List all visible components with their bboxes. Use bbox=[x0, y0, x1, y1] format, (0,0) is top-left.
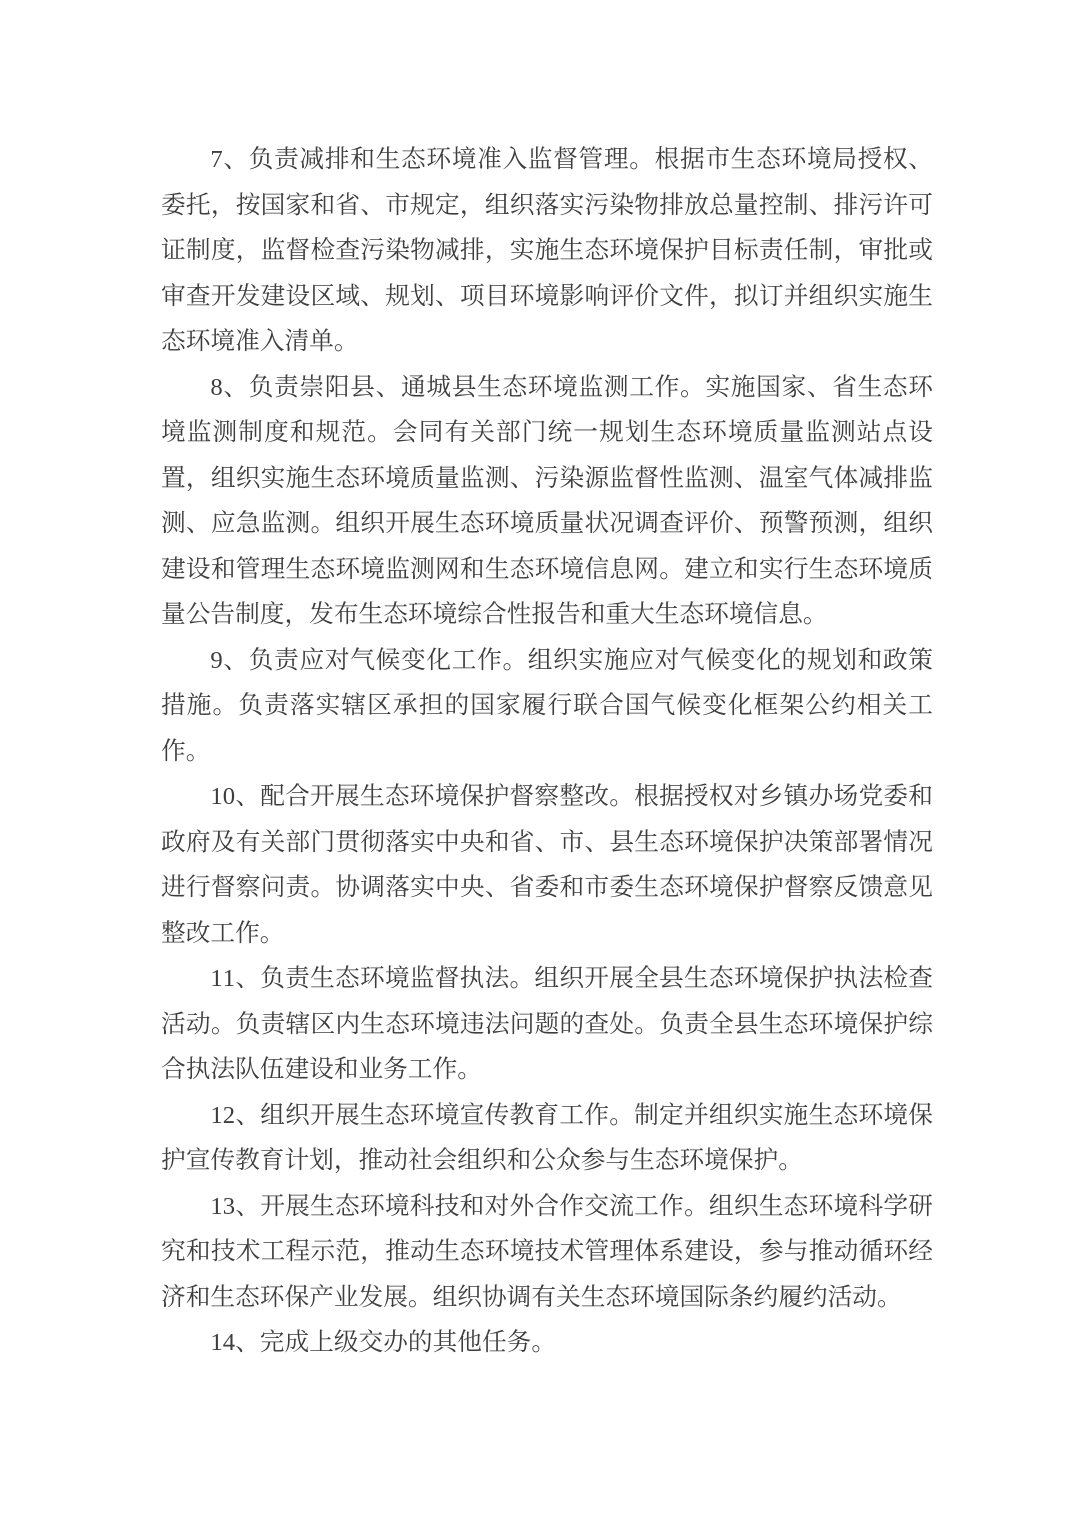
paragraph-10: 10、配合开展生态环境保护督察整改。根据授权对乡镇办场党委和政府及有关部门贯彻落实中央和省、市、县生态环境保护决策部署情况进行督察问责。协调落实中央、省委和市委生态环境保护督察反馈意见整改工作。 bbox=[161, 783, 933, 947]
paragraph-8: 8、负责崇阳县、通城县生态环境监测工作。实施国家、省生态环境监测制度和规范。会同有关部门统一规划生态环境质量监测站点设置，组织实施生态环境质量监测、污染源监督性监测、温室气体减排监测、应急监测。组织开展生态环境质量状况调查评价、预警预测，组织建设和管理生态环境监测网和生态环境信息网。建立和实行生态环境质量公告制度，发布生态环境综合性报告和重大生态环境信息。 bbox=[161, 373, 933, 628]
document-body bbox=[161, 137, 933, 1366]
paragraph-12: 12、组织开展生态环境宣传教育工作。制定并组织实施生态环境保护宣传教育计划，推动社会组织和公众参与生态环境保护。 bbox=[161, 1101, 933, 1174]
paragraph-14: 14、完成上级交办的其他任务。 bbox=[210, 1329, 557, 1356]
paragraph-13: 13、开展生态环境科技和对外合作交流工作。组织生态环境科学研究和技术工程示范，推动生态环境技术管理体系建设，参与推动循环经济和生态环保产业发展。组织协调有关生态环境国际条约履约活动。 bbox=[161, 1192, 933, 1311]
paragraph-7: 7、负责减排和生态环境准入监督管理。根据市生态环境局授权、委托，按国家和省、市规定，组织落实污染物排放总量控制、排污许可证制度，监督检查污染物减排，实施生态环境保护目标责任制，审批或审查开发建设区域、规划、项目环境影响评价文件，拟订并组织实施生态环境准入清单。 bbox=[161, 146, 933, 355]
paragraph-11: 11、负责生态环境监督执法。组织开展全县生态环境保护执法检查活动。负责辖区内生态环境违法问题的查处。负责全县生态环境保护综合执法队伍建设和业务工作。 bbox=[161, 965, 933, 1083]
paragraph-9: 9、负责应对气候变化工作。组织实施应对气候变化的规划和政策措施。负责落实辖区承担的国家履行联合国气候变化框架公约相关工作。 bbox=[161, 646, 933, 765]
